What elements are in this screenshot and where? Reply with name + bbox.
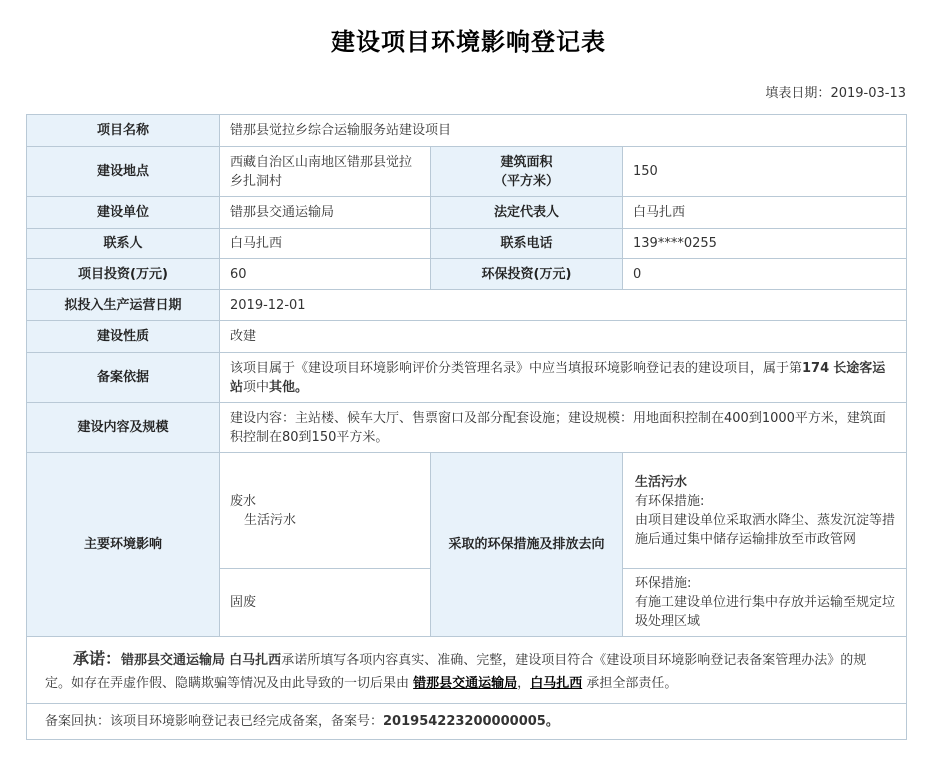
row-nature <box>27 321 907 353</box>
row-unit <box>27 197 907 229</box>
impact-wastewater-label: 废水 <box>230 493 257 509</box>
measure2-sub: 环保措施: <box>635 576 692 591</box>
start-date-label: 拟投入生产运营日期 <box>27 290 220 321</box>
row-location <box>27 147 907 197</box>
promise-comma: ， <box>517 676 531 691</box>
row-basis <box>27 353 907 403</box>
promise-statement <box>27 637 907 704</box>
filing-number-suffix: 5。 <box>536 714 559 729</box>
basis-label: 备案依据 <box>27 353 220 403</box>
measure-wastewater <box>623 453 907 569</box>
measures-label: 采取的环保措施及排放去向 <box>431 453 623 637</box>
impact-label: 主要环境影响 <box>27 453 220 637</box>
filing-number: 20195422320000000 <box>383 714 537 729</box>
env-investment-label: 环保投资(万元) <box>431 259 623 290</box>
measure1-sub: 有环保措施: <box>635 493 705 509</box>
floor-area-value: 150 <box>623 147 907 197</box>
location-label: 建设地点 <box>27 147 220 197</box>
basis-number: 174 <box>802 360 830 376</box>
fill-date-label: 填表日期： <box>765 86 831 101</box>
phone-value: 139****0255 <box>623 229 907 259</box>
impact-wastewater-sub: 生活污水 <box>244 512 297 528</box>
measure1-text: 由项目建设单位采取洒水降尘、蒸发沉淀等措施后通过集中储存运输排放至市政管网 <box>635 512 896 547</box>
content-label: 建设内容及规模 <box>27 403 220 453</box>
nature-value: 改建 <box>220 321 907 353</box>
row-start-date <box>27 290 907 321</box>
measure2-text: 有施工建设单位进行集中存放并运输至规定垃圾处理区域 <box>635 595 896 629</box>
promise-unit2: 错那县交通运输局 <box>413 676 518 691</box>
basis-suffix-2: 其他。 <box>269 379 309 395</box>
env-investment-value: 0 <box>623 259 907 290</box>
promise-text1: 承诺所填写各项内容真实、准确、完整，建设项目符合《建设项目环境影响登记表备案管理办法》的规定。如存在弄虚作假、隐瞒欺骗等情况及由此导致的一切后果由 <box>45 653 867 691</box>
row-investment <box>27 259 907 290</box>
impact-solid-waste: 固废 <box>220 569 431 637</box>
contact-label: 联系人 <box>27 229 220 259</box>
fill-date-value: 2019-03-13 <box>830 86 906 101</box>
row-contact <box>27 229 907 259</box>
page-title: 建设项目环境影响登记表 <box>331 28 606 56</box>
unit-value: 错那县交通运输局 <box>220 197 431 229</box>
basis-prefix: 该项目属于《建设项目环境影响评价分类管理名录》中应当填报环境影响登记表的建设项目，属于第 <box>230 360 803 376</box>
filing-receipt <box>27 704 907 740</box>
row-filing <box>27 704 907 740</box>
floor-area-label-line2: （平方米） <box>493 173 559 189</box>
promise-unit: 错那县交通运输局 <box>121 653 226 668</box>
legal-rep-label: 法定代表人 <box>431 197 623 229</box>
row-promise <box>27 637 907 704</box>
row-impact-wastewater <box>27 453 907 569</box>
row-content <box>27 403 907 453</box>
investment-value: 60 <box>220 259 431 290</box>
measure-solid-waste <box>623 569 907 637</box>
promise-head: 承诺： <box>73 649 122 668</box>
floor-area-label-line1: 建筑面积 <box>500 154 553 170</box>
location-value: 西藏自治区山南地区错那县觉拉乡扎洞村 <box>220 147 431 197</box>
promise-text2: 承担全部责任。 <box>586 676 678 691</box>
contact-value: 白马扎西 <box>220 229 431 259</box>
phone-label: 联系电话 <box>431 229 623 259</box>
basis-category: 长途客运站 <box>230 360 886 395</box>
measure1-title: 生活污水 <box>635 474 688 490</box>
promise-person2: 白马扎西 <box>530 676 583 691</box>
impact-wastewater <box>220 453 431 569</box>
nature-label: 建设性质 <box>27 321 220 353</box>
content-value: 建设内容：主站楼、候车大厅、售票窗口及部分配套设施；建设规模：用地面积控制在400到1000平方米，建筑面积控制在80到150平方米。 <box>220 403 907 453</box>
row-project-name <box>27 115 907 147</box>
basis-value <box>220 353 907 403</box>
legal-rep-value: 白马扎西 <box>623 197 907 229</box>
filing-text: 备案回执：该项目环境影响登记表已经完成备案，备案号： <box>45 714 384 729</box>
registration-table <box>26 114 907 740</box>
basis-suffix-1: 项中 <box>243 379 270 395</box>
fill-date <box>765 82 906 101</box>
project-name-value: 错那县觉拉乡综合运输服务站建设项目 <box>220 115 907 147</box>
project-name-label: 项目名称 <box>27 115 220 147</box>
promise-person: 白马扎西 <box>229 653 282 668</box>
floor-area-label <box>431 147 623 197</box>
investment-label: 项目投资(万元) <box>27 259 220 290</box>
start-date-value: 2019-12-01 <box>220 290 907 321</box>
unit-label: 建设单位 <box>27 197 220 229</box>
